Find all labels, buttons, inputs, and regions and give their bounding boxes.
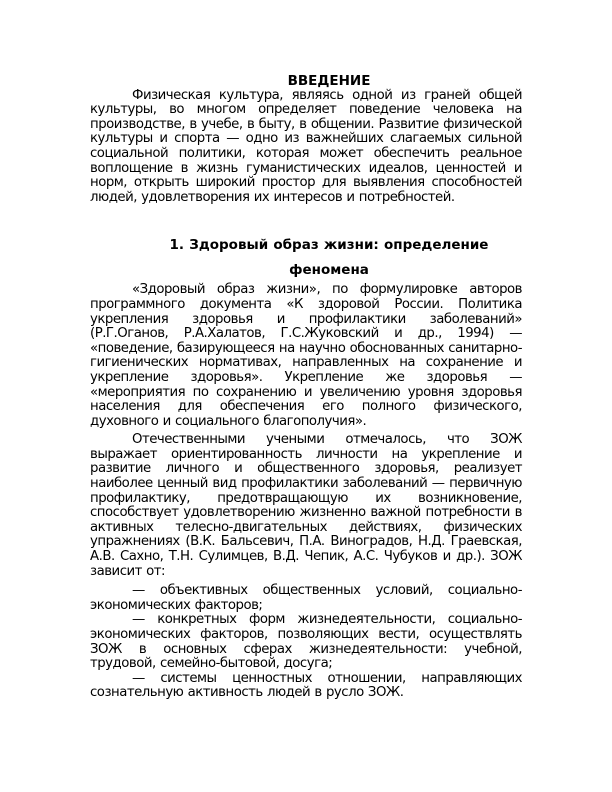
page-title: ВВЕДЕНИЕ	[287, 73, 371, 89]
section-heading	[90, 233, 522, 283]
list-item: — объективных общественных условий, социально-экономических факторов;	[90, 583, 522, 613]
list-item: — системы ценностных отношении, направляющих сознательную активность людей в русло ЗОЖ.	[90, 670, 522, 701]
list-item: — конкретных форм жизнедеятельности, социально-экономических факторов, позволяющих вести, осуществлять ЗОЖ в основных сферах жизнедеятельности: учебной, трудовой, семейно-бытовой, досуга;	[90, 612, 522, 672]
section-heading-line2: феномена	[289, 262, 369, 279]
intro-paragraph: Физическая культура, являясь одной из граней общей культуры, во многом определяет поведение человека на производстве, в учебе, в быту, в общении. Развитие физической культуры и спорта — одно из важнейших слагаемых сильной социальной политики, которая может обеспечить реальное воплощение в жизнь гуманистических идеалов, ценностей и норм, открыть широкий простор для выявления способностей людей, удовлетворения их интересов и потребностей.	[90, 87, 522, 205]
scholars-paragraph: Отечественными учеными отмечалось, что ЗОЖ выражает ориентированность личности на укрепление и развитие личного и общественного здоровья, реализует наиболее ценный вид профилактики заболеваний — первичную профилактику, предотвращающую их возникновение, способствует удовлетворению жизненно важной потребности в активных телесно-двигательных действиях, физических упражнениях (В.К. Бальсевич, П.А. Виноградов, Н.Д. Граевская, А.В. Сахно, Т.Н. Сулимцев, В.Д. Чепик, А.С. Чубуков и др.). ЗОЖ зависит от:	[90, 432, 522, 579]
definition-paragraph: «Здоровый образ жизни», по формулировке авторов программного документа «К здоровой России. Политика укрепления здоровья и профилактики заболеваний» (Р.Г.Оганов, Р.А.Халатов, Г.С.Жуковский и др., 1994) — «поведение, базирующееся на научно обоснованных санитарно-гигиенических нормативах, направленных на сохранение и укрепление здоровья». Укрепление же здоровья — «мероприятия по сохранению и увеличению уровня здоровья населения для обеспечения его полного физического, духовного и социального благополучия».	[90, 282, 522, 429]
section-heading-line1: 1. Здоровый образ жизни: определение	[169, 237, 489, 254]
document-body	[90, 74, 522, 701]
